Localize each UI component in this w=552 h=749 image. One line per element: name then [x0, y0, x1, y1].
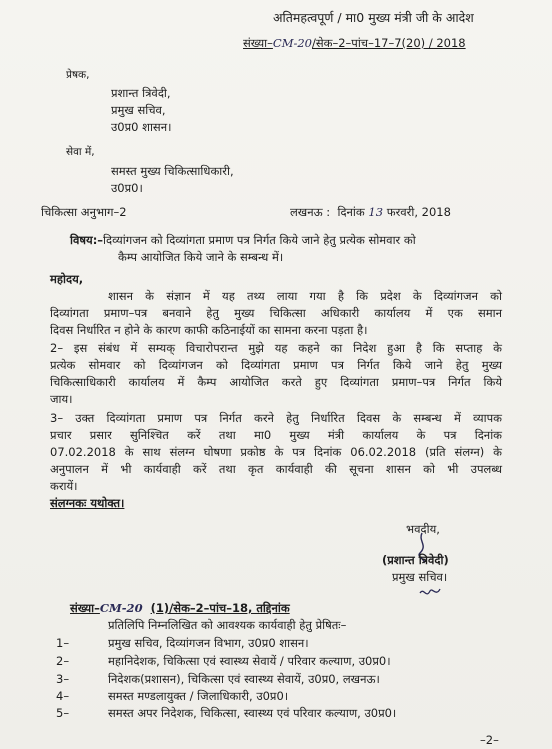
header-number: संख्या–CM-20/सेक–2–पांच–17–7(20) / 2018	[243, 36, 466, 50]
para1-line-2: दिव्यांगता प्रमाण–पत्र बनवाने हेतु मुख्य चिकित्सा अधिकारी कार्यालय में एक समान	[50, 306, 502, 320]
enclosure: संलग्नकः यथोक्त।	[50, 496, 125, 510]
recipient-name: समस्त मुख्य चिकित्साधिकारी,	[111, 164, 234, 178]
para2-line-2: प्रत्येक सोमवार को दिव्यांगजन को दिव्यांगता प्रमाण पत्र निर्गत किये जाने हेतु मुख्य	[50, 358, 502, 372]
sender-label: प्रेषक,	[66, 69, 90, 81]
sender-office: उ0प्र0 शासन।	[111, 120, 172, 134]
copy-item-4: समस्त मण्डलायुक्त / जिलाधिकारी, उ0प्र0।	[108, 689, 289, 703]
para2-line-3: चिकित्साधिकारी कार्यालय में कैम्प आयोजित करते हुए दिव्यांगता प्रमाण–पत्र निर्गत किये	[50, 375, 502, 389]
subject-line-1: विषय:–दिव्यांगजन को दिव्यांगता प्रमाण पत्र निर्गत किये जाने हेतु प्रत्येक सोमवार को	[70, 233, 416, 247]
para2-line-1: 2– इस संबंध में सम्यक् विचारोपरान्त मुझे यह कहने का निदेश हुआ है कि सप्ताह के	[50, 341, 502, 355]
section-name: चिकित्सा अनुभाग–2	[41, 205, 127, 219]
recipient-label: सेवा में,	[66, 146, 95, 158]
copy-item-5: समस्त अपर निदेशक, चिकित्सा, स्वास्थ्य एवं परिवार कल्याण, उ0प्र0।	[108, 706, 397, 720]
page-number: –2–	[480, 733, 499, 747]
copy-item-num-1: 1–	[56, 636, 70, 650]
recipient-place: उ0प्र0।	[111, 181, 143, 195]
letter-date: लखनऊ : दिनांक 13 फरवरी, 2018	[290, 205, 451, 219]
para3-line-4: अनुपालन में भी कार्यवाही करें तथा कृत कार्यवाही की सूचना शासन को भी उपलब्ध	[50, 462, 502, 476]
para1-line-3: दिवस निर्धारित न होने के कारण काफी कठिनाईयों का सामना करना पड़ता है।	[50, 323, 368, 337]
copy-item-2: महानिदेशक, चिकित्सा एवं स्वास्थ्य सेवायें / परिवार कल्याण, उ0प्र0।	[108, 654, 391, 668]
para3-line-5: करायें।	[50, 479, 78, 493]
para3-line-2: प्रचार प्रसार सुनिश्चित करें तथा मा0 मुख्य मंत्री कार्यालय के पत्र दिनांक	[50, 428, 502, 442]
copy-item-num-4: 4–	[56, 689, 70, 703]
handwritten-number: CM-20	[272, 36, 312, 50]
copy-item-num-2: 2–	[56, 654, 70, 668]
para1-line-1: शासन के संज्ञान में यह तथ्य लाया गया है कि प्रदेश के दिव्यांगजन को	[108, 289, 502, 303]
closing-name: (प्रशान्त त्रिवेदी)	[382, 553, 449, 567]
para3-line-3: 07.02.2018 के साथ संलग्न घोषणा प्रकोष्ठ के पत्र दिनांक 06.02.2018 (प्रति संलग्न) के	[50, 445, 502, 459]
subject-line-2: कैम्प आयोजित किये जाने के सम्बन्ध में।	[118, 250, 284, 264]
copy-item-num-5: 5–	[56, 706, 70, 720]
closing-designation: प्रमुख सचिव।	[392, 570, 448, 584]
initials-mark	[418, 585, 442, 601]
copy-number: संख्या–CM-20 (1)/सेक–2–पांच–18, तद्दिनांक	[70, 601, 290, 615]
copy-item-num-3: 3–	[56, 672, 70, 686]
para3-line-1: 3– उक्त दिव्यांगता प्रमाण पत्र निर्गत करने हेतु निर्धारित दिवस के सम्बन्ध में व्यापक	[50, 411, 502, 425]
copy-item-3: निदेशक(प्रशासन), चिकित्सा एवं स्वास्थ्य सेवायें, उ0प्र0, लखनऊ।	[108, 672, 380, 686]
salutation: महोदय,	[50, 272, 84, 286]
sender-designation: प्रमुख सचिव,	[111, 103, 166, 117]
sender-name: प्रशान्त त्रिवेदी,	[111, 86, 171, 100]
closing-yours: भवदीय,	[406, 522, 440, 536]
para2-line-4: जाय।	[50, 392, 73, 406]
copy-intro: प्रतिलिपि निम्नलिखित को आवश्यक कार्यवाही हेतु प्रेषितः–	[108, 618, 347, 632]
subject-label: विषय:–	[70, 233, 104, 247]
header-title: अतिमहत्वपूर्ण / मा0 मुख्य मंत्री जी के आदेश	[273, 10, 474, 25]
copy-item-1: प्रमुख सचिव, दिव्यांगजन विभाग, उ0प्र0 शासन।	[108, 636, 309, 650]
